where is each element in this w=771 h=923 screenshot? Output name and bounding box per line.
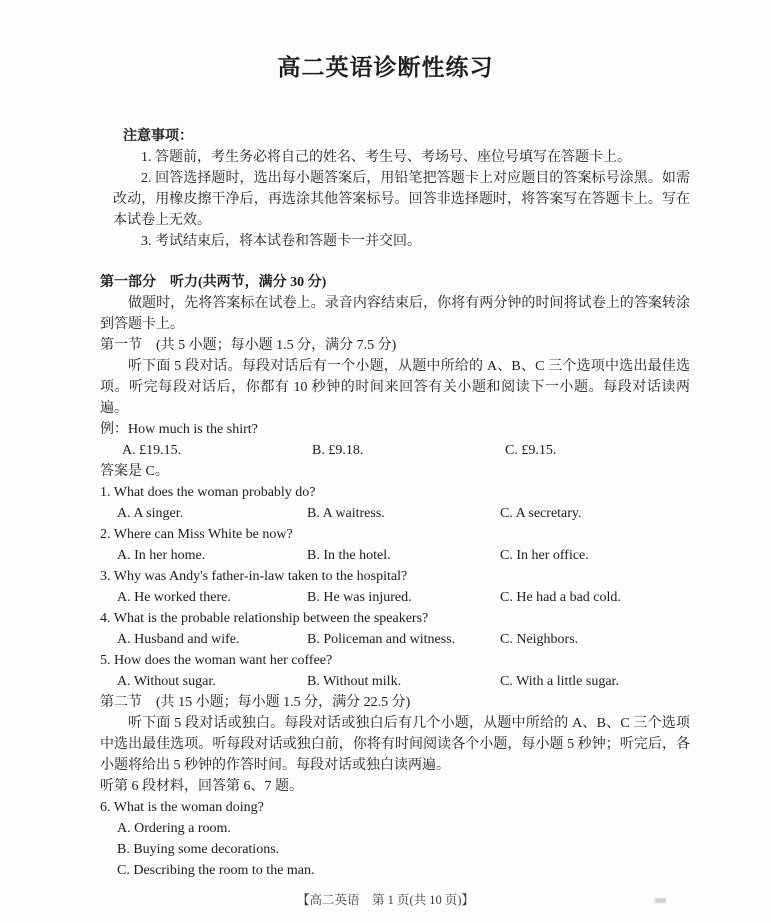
question-text: 5. How does the woman want her coffee?	[100, 653, 333, 668]
option-c: C. With a little sugar.	[500, 674, 619, 689]
page-footer: 【高二英语 第 1 页(共 10 页)】	[296, 893, 475, 907]
example-question-text: 例：How much is the shirt?	[100, 422, 258, 437]
question-6	[100, 797, 690, 881]
option-b: B. Buying some decorations.	[117, 842, 280, 857]
page-title: 高二英语诊断性练习	[277, 55, 494, 80]
option-a: A. A singer.	[117, 506, 184, 521]
notice-item-1: 1. 答题前，考生务必将自己的姓名、考生号、考场号、座位号填写在答题卡上。	[141, 150, 631, 165]
option-a: A. Ordering a room.	[117, 821, 231, 836]
section-1	[100, 335, 690, 692]
option-b: B. Policeman and witness.	[307, 632, 456, 647]
option-a: A. Husband and wife.	[117, 632, 240, 647]
question-1	[100, 482, 690, 524]
option-b: B. In the hotel.	[307, 548, 391, 563]
section1-heading: 第一节 (共 5 小题；每小题 1.5 分，满分 7.5 分)	[100, 338, 397, 353]
notice-item-3: 3. 考试结束后，将本试卷和答题卡一并交回。	[141, 234, 421, 249]
question-text: 2. Where can Miss White be now?	[100, 527, 293, 542]
option-b: B. He was injured.	[307, 590, 412, 605]
question-options	[100, 503, 690, 524]
part1-heading: 第一部分 听力(共两节，满分 30 分)	[100, 275, 327, 290]
question-2	[100, 524, 690, 566]
question-options	[100, 629, 690, 650]
material-note: 听第 6 段材料，回答第 6、7 题。	[100, 779, 303, 794]
example-question	[100, 419, 690, 482]
option-c: C. He had a bad cold.	[500, 590, 621, 605]
question-text: 6. What is the woman doing?	[100, 800, 264, 815]
example-option-b: B. £9.18.	[312, 443, 364, 458]
example-option-c: C. £9.15.	[505, 443, 557, 458]
question-options	[100, 671, 690, 692]
question-options	[100, 587, 690, 608]
option-c: C. A secretary.	[500, 506, 582, 521]
option-c: C. Neighbors.	[500, 632, 579, 647]
example-answer: 答案是 C。	[100, 464, 169, 479]
listening-part	[100, 272, 690, 881]
question-text: 1. What does the woman probably do?	[100, 485, 316, 500]
question-options	[100, 818, 690, 881]
example-options	[100, 440, 690, 461]
notice-section	[113, 126, 690, 252]
scan-artifact-mark	[655, 898, 666, 903]
option-a: A. He worked there.	[117, 590, 231, 605]
question-5	[100, 650, 690, 692]
section2-intro: 听下面 5 段对话或独白。每段对话或独白后有几个小题，从题中所给的 A、B、C 三个选项中选出最佳选项。听每段对话或独白前，你将有时间阅读各个小题，每小题 5 秒钟；听完后，各小题将给出 5 秒钟的作答时间。每段对话或独白读两遍。	[100, 716, 690, 773]
question-text: 4. What is the probable relationship between the speakers?	[100, 611, 429, 626]
option-c: C. In her office.	[500, 548, 589, 563]
section1-intro: 听下面 5 段对话。每段对话后有一个小题，从题中所给的 A、B、C 三个选项中选出最佳选项。听完每段对话后，你都有 10 秒钟的时间来回答有关小题和阅读下一小题。每段对话读两遍。	[100, 359, 690, 416]
notice-heading: 注意事项：	[123, 129, 193, 144]
option-a: A. Without sugar.	[117, 674, 216, 689]
question-3	[100, 566, 690, 608]
question-options	[100, 545, 690, 566]
example-option-a: A. £19.15.	[122, 443, 182, 458]
section2-heading: 第二节 (共 15 小题；每小题 1.5 分，满分 22.5 分)	[100, 695, 411, 710]
question-text: 3. Why was Andy's father-in-law taken to the hospital?	[100, 569, 408, 584]
option-b: B. Without milk.	[307, 674, 402, 689]
question-4	[100, 608, 690, 650]
section-2	[100, 692, 690, 881]
part1-intro: 做题时，先将答案标在试卷上。录音内容结束后，你将有两分钟的时间将试卷上的答案转涂到答题卡上。	[100, 296, 690, 332]
notice-item-2: 2. 回答选择题时，选出每小题答案后，用铅笔把答题卡上对应题目的答案标号涂黑。如需改动，用橡皮擦干净后，再选涂其他答案标号。回答非选择题时，将答案写在答题卡上。写在本试卷上无效。	[113, 171, 690, 228]
option-c: C. Describing the room to the man.	[117, 863, 315, 878]
option-a: A. In her home.	[117, 548, 206, 563]
option-b: B. A waitress.	[307, 506, 385, 521]
